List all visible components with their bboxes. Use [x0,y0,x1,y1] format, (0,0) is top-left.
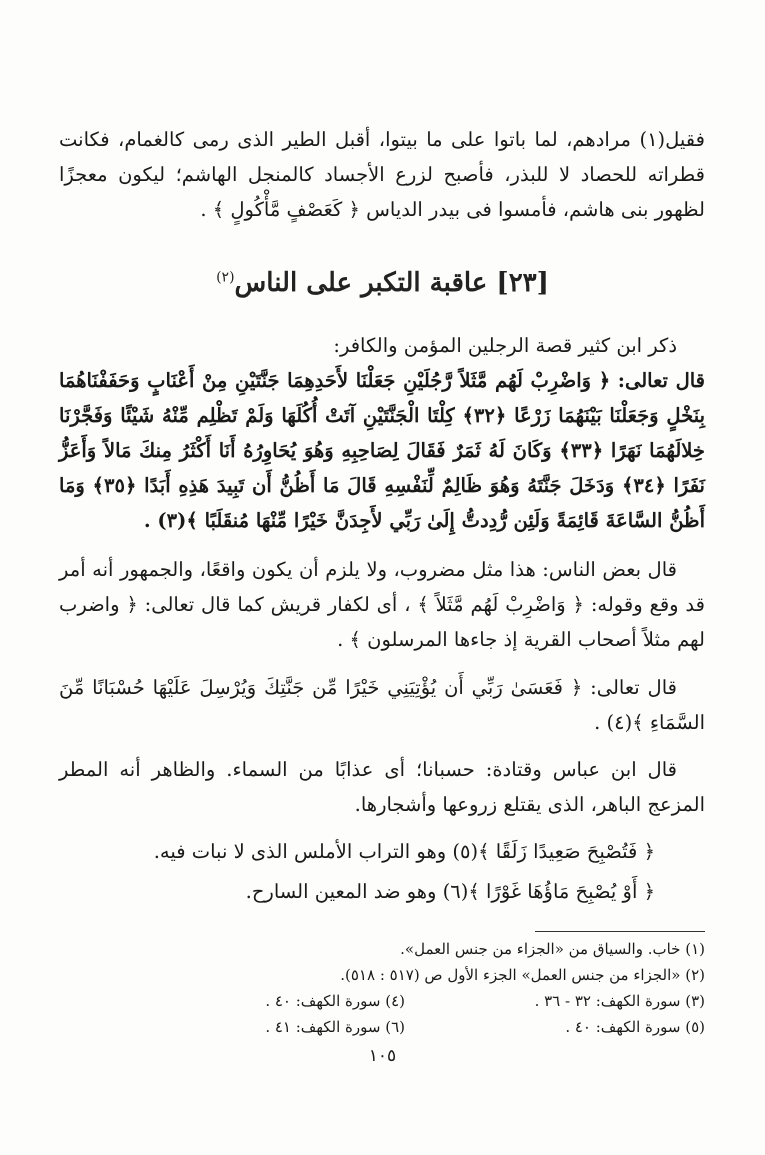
footnote-4: (٤) سورة الكهف: ٤٠ . [265,992,405,1010]
paragraph-ibn-abbas [59,752,705,822]
paragraph-quran-verses [59,363,705,538]
footnote-3: (٣) سورة الكهف: ٣٢ - ٣٦ . [534,992,705,1010]
paragraph-commentary [59,552,705,657]
footnote-5: (٥) سورة الكهف: ٤٠ . [565,1018,705,1036]
paragraph-intro [59,328,705,363]
verse-line-1: ﴿ فَتُصْبِحَ صَعِيدًا زَلَقًا ﴾(٥) وهو التراب الأملس الذى لا نبات فيه. [153,840,655,863]
paragraph-text: قال تعالى: ﴿ وَاضْرِبْ لَهُم مَّثَلاً رَّجُلَيْنِ جَعَلْنَا لأَحَدِهِمَا جَنَّتَيْنِ مِنْ أَعْنَابٍ وَحَفَفْنَاهُمَا بِنَخْلٍ وَجَعَلْنَا بَيْنَهُمَا زَرْعًا ﴿٣٢﴾ كِلْتَا الْجَنَّتَيْنِ آتَتْ أُكُلَهَا وَلَمْ تَظْلِم مِّنْهُ شَيْئًا وَفَجَّرْنَا خِلالَهُمَا نَهَرًا ﴿٣٣﴾ وَكَانَ لَهُ ثَمَرٌ فَقَالَ لِصَاحِبِهِ وَهُوَ يُحَاوِرُهُ أَنَا أَكْثَرُ مِنكَ مَالاً وَأَعَزُّ نَفَرًا ﴿٣٤﴾ وَدَخَلَ جَنَّتَهُ وَهُوَ ظَالِمٌ لِّنَفْسِهِ قَالَ مَا أَظُنُّ أَن تَبِيدَ هَذِهِ أَبَدًا ﴿٣٥﴾ وَمَا أَظُنُّ السَّاعَةَ قَائِمَةً وَلَئِن رُّدِدتُّ إِلَىٰ رَبِّي لأَجِدَنَّ خَيْرًا مِّنْهَا مُنقَلَبًا ﴾(٣) . [59,369,706,532]
footnotes [59,936,705,1040]
footnote-6: (٦) سورة الكهف: ٤١ . [265,1018,405,1036]
verse-line-2: ﴿ أَوْ يُصْبِحَ مَاؤُهَا غَوْرًا ﴾(٦) وهو ضد المعين السارح. [245,880,655,903]
heading-footnote-marker: (٢) [216,269,235,286]
paragraph-text: ذكر ابن كثير قصة الرجلين المؤمن والكافر: [333,334,677,357]
paragraph-text: قال تعالى: ﴿ فَعَسَىٰ رَبِّي أَن يُؤْتِيَنِي خَيْرًا مِّن جَنَّتِكَ وَيُرْسِلَ عَلَيْهَا حُسْبَانًا مِّنَ السَّمَاءِ ﴾(٤) . [59,676,705,734]
paragraph-quran-verse-40 [59,670,705,740]
footnote-row-3-4 [59,988,705,1014]
section-heading [0,268,765,298]
heading-title: [٢٣] عاقبة التكبر على الناس [234,268,549,298]
footnote-1: (١) خاب. والسياق من «الجزاء من جنس العمل». [400,940,705,958]
paragraph-elephant-story [59,122,705,227]
paragraph-text: فقيل(١) مرادهم، لما باتوا على ما بيتوا، أقبل الطير الذى رمى كالغمام، فكانت قطراته للحصاد لا للبذر، فأصبح لزرع الأجساد كالمنجل الهاشم؛ ليكون معجزًا لظهور بنى هاشم، فأمسوا فى بيدر الدياس ﴿ كَعَصْفٍ مَّأْكُولٍ ﴾ . [59,128,705,221]
paragraph-text: قال بعض الناس: هذا مثل مضروب، ولا يلزم أن يكون واقعًا، والجمهور أنه أمر قد وقع وقوله: ﴿ وَاضْرِبْ لَهُم مَّثَلاً ﴾ ، أى لكفار قريش كما قال تعالى: ﴿ واضرب لهم مثلاً أصحاب القرية إذ جاءها المرسلون ﴾ . [59,558,705,651]
footnote-2: (٢) «الجزاء من جنس العمل» الجزء الأول ص (٥١٧ : ٥١٨). [340,966,705,984]
footnote-divider [535,931,705,932]
footnote-row-5-6 [59,1014,705,1040]
paragraph-text: قال ابن عباس وقتادة: حسبانا؛ أى عذابًا من السماء. والظاهر أنه المطر المزعج الباهر، الذى يقتلع زروعها وأشجارها. [59,758,705,816]
page-number: ١٠٥ [368,1046,397,1066]
